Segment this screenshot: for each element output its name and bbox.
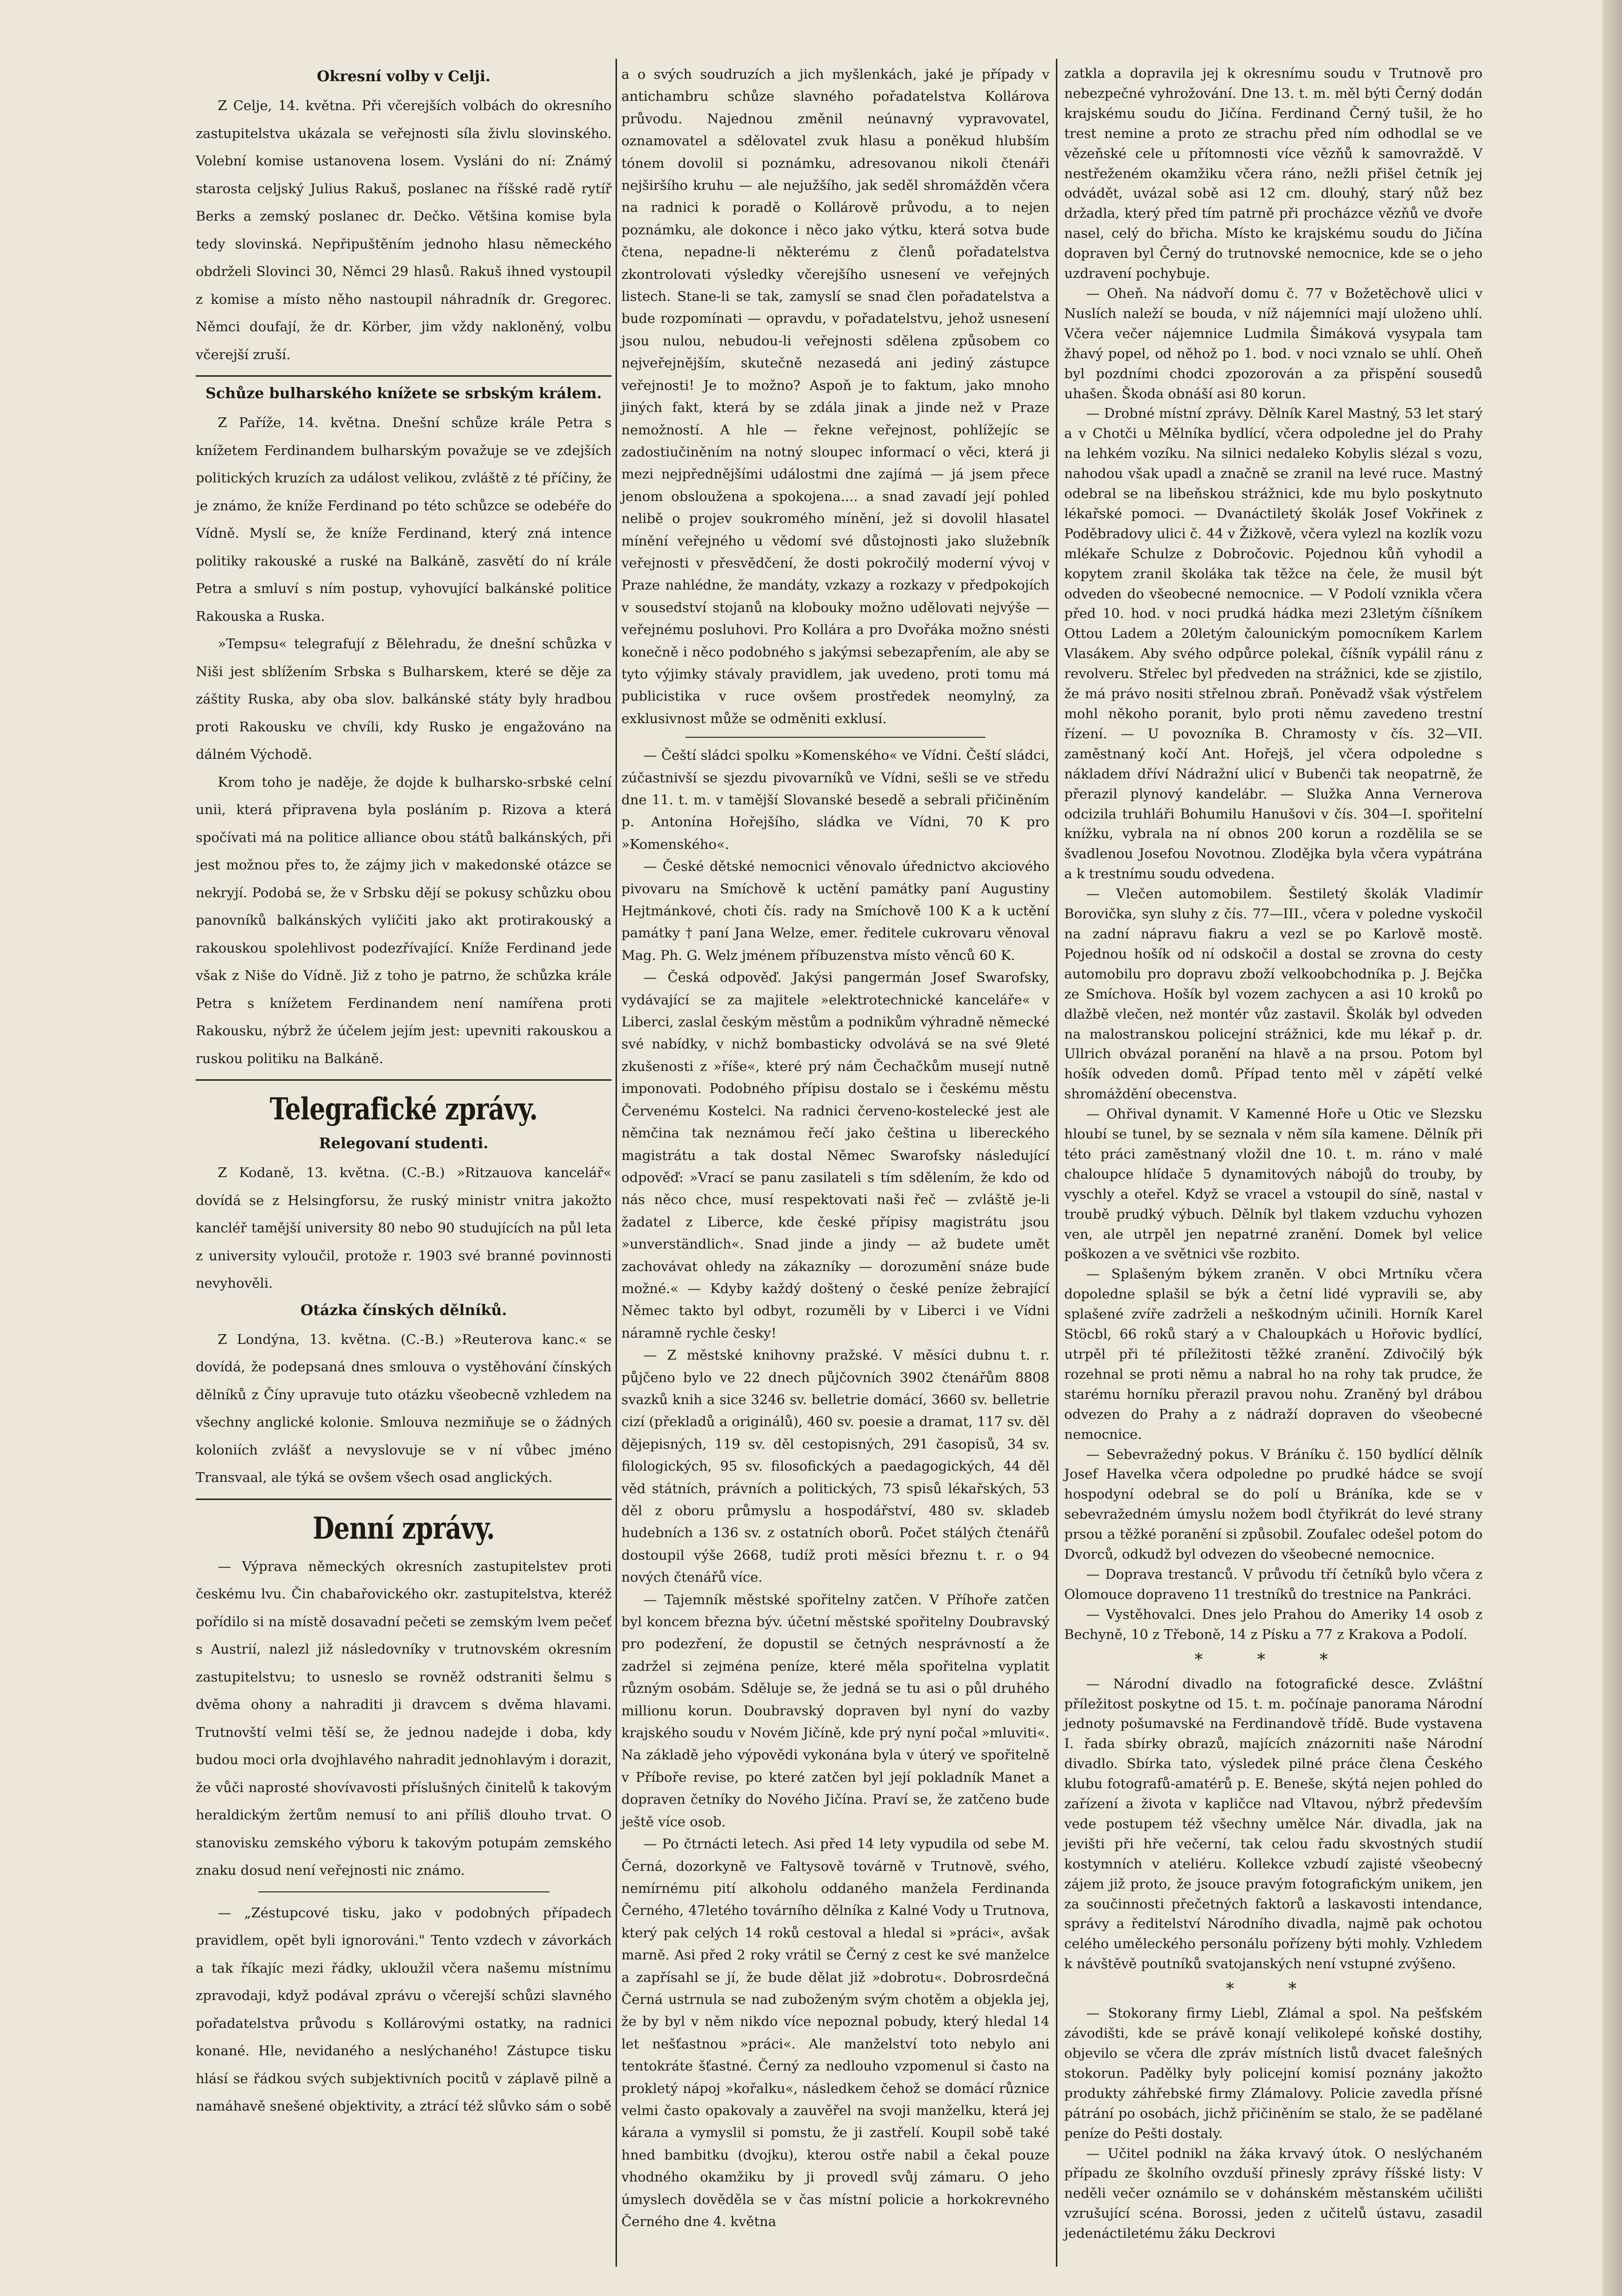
section-divider [685, 737, 985, 738]
column-rule [1056, 59, 1057, 2267]
article-paragraph: — České dětské nemocnici věnovalo úřednictvo akciového pivovaru na Smíchově k uctění památky paní Augustiny Hejtmánkové, choti čís. rady na Smíchově 100 K a k uctění památky † paní Jana Welze, emer. ředitele cukrovaru věnoval Mag. Ph. G. Welz jménem příbuzenstva místo věnců 60 K. [621, 859, 1050, 963]
article-headline: Okresní volby v Celji. [317, 68, 491, 85]
section-divider [258, 1891, 549, 1892]
article-paragraph: — Vlečen automobilem. Šestiletý školák Vladimír Borovička, syn sluhy z čís. 77—III., včera v poledne vyskočil na zadní nápravu fiakru a vezl se po Karlově mostě. Pojednou hošík od ní odskočil a dostal se zrovna do cesty automobilu pro dopravu zboží velkoobchodníka p. J. Bejčka ze Smíchova. Hošík byl vozem zachycen a asi 10 kroků po dlažbě vlečen, než montér vůz zastavil. Školák byl odveden na malostranskou policejní strážnici, kde mu lékař p. dr. Ullrich obvázal poranění na hlavě a na prsou. Potom byl hošík odveden domů. Případ tento měl v zápětí velké shromáždění obecenstva. [1064, 886, 1483, 1102]
section-heading: Denní zprávy. [313, 1510, 495, 1546]
article-paragraph: — Čeští sládci spolku »Komenského« ve Vídni. Čeští sládci, zúčastnivší se sjezdu pivovarníků ve Vídni, sešli se ve středu dne 11. t. m. v tamější Slovanské besedě a sebrali přičiněním p. Antonína Hořejšího, sládka ve Vídni, 70 K pro »Komenského«. [621, 748, 1050, 852]
article-paragraph: — Oheň. Na nádvoří domu č. 77 v Božetěchově ulici v Nuslích naleží se bouda, v níž nájemníci mají uloženo uhlí. Včera večer nájemnice Ludmila Šimáková vysypala tam žhavý popel, od něhož po 1. bod. v noci vznalo se uhlí. Oheň byl pozdními chodci zpozorován a za přispění sousedů uhašen. Škoda obnáší asi 80 korun. [1064, 285, 1483, 402]
article-paragraph: — Výprava německých okresních zastupitelstev proti českému lvu. Čin chabařovického okr. zastupitelstva, kteréž pořídilo si na místě dosavadní pečeti se zemským lvem pečeť s Austrií, nalezl již následovníky v trutnovském okresním zastupitelstvu; to usneslo se rovněž odstraniti šelmu s dvěma ohony a nahraditi ji dravcem s dvěma hlavami. Trutnovští velmi těší se, že jednou nadejde i doba, kdy budou moci orla dvojhlavého nahradit jednohlavým i dorazit, že vůči naprosté shovívavosti příslušných činitelů k takovým heraldickým žertům nemusí to ani příliš dlouho trvat. O stanovisku zemského výboru k takovým potupám zemského znaku dosud není veřejnosti nic známo. [196, 1558, 612, 1878]
article-paragraph: — „Zéstupcové tisku, jako v podobných případech pravidlem, opět byli ignorováni." Tento vzdech v závorkách a tak říkajíc mezi řádky, ukloužil včera našemu místnímu zpravodaji, když podával zprávu o včerejší schůzi slavného pořadatelstva průvodu s Kollárovými ostatky, na radnici konané. Hle, nevidaného a neslýchaného! Zástupce tisku hlásí se řádkou svých subjektivních pocitů v záplavě pilně a namáhavě snešené objektivity, a ztrácí též slůvko sám o sobě [196, 1905, 612, 2114]
page-edge-shadow [1602, 0, 1622, 2296]
article-paragraph: — Drobné místní zprávy. Dělník Karel Mastný, 53 let starý a v Chotči u Mělníka bydlící, včera odpoledne jel do Prahy na lehkém vozíku. Na silnici nedaleko Kobylis slézal s vozu, nahodou však upadl a značně se zranil na levé ruce. Mastný odebral se na libeňskou strážnici, kde mu bylo poskytnuto lékařské pomoci. — Dvanáctiletý školák Josef Vokřinek z Poděbradovy ulici č. 44 v Žižkově, včera vylezl na kozlík vozu mlékaře Schulze z Dobročovic. Pojednou kůň vyhodil a kopytem zranil školáka tak těžce na čele, že musil být odveden do všeobecné nemocnice. — V Podolí vznikla včera před 10. hod. v noci prudká hádka mezi 23letým číšníkem Ottou Ladem a 20letým čalounickým pomocníkem Karlem Vlasákem. Aby svého odpůrce polekal, číšník vypálil ránu z revolveru. Střelec byl předveden na strážnici, kde se zjistilo, že má právo nositi střelnou zbraň. Poněvadž však výstřelem mohl někoho poranit, bylo proti němu zavedeno trestní řízení. — U povozníka B. Chramosty v čís. 32—VII. zaměstnaný kočí Ant. Hořejš, jel včera odpoledne s nákladem dříví Nádražní ulicí v Bubenči tak neopatrně, že přerazil plynový kandelábr. — Služka Anna Vernerova odcizila truhláři Bohumilu Hanušovi v čís. 304—I. spořitelní knížku, vybrala na ní obnos 200 korun a rozdělila se se švadlenou Josefou Novotnou. Zlodějka byla včera vypátrána a k trestnímu soudu odvedena. [1064, 406, 1483, 882]
article-paragraph: — Česká odpověď. Jakýsi pangermán Josef Swarofsky, vydávající se za majitele »elektrotechnické kanceláře« v Liberci, zaslal českým městům a podnikům výhradně německé své nabídky, v nichž bombasticky odvolává se na své 9leté zkušenosti z »říše«, které prý nám Čechačkům musejí nutně imponovati. Podobného přípisu dostalo se i českému městu Červenému Kostelci. Na radnici červeno-kostelecké jest ale němčina tak neznámou řečí jako čeština u libereckého magistrátu a tak dostal Němec Swarofsky následující odpověď: »Vrací se panu zasilateli s tím sdělením, že kdo od nás něco chce, musí respektovati naši řeč — zvláště je-li žadatel z Liberce, kde české přípisy magistrátu jsou »unverständlich«. Snad jinde a jindy — až budete umět zachovávat ohledy na zákazníky — dorozumění snáze bude možné.« — Kdyby každý doštený o české peníze žebrající Němec takto byl odbyt, rozuměli by v Liberci i ve Vídni náramně rychle česky! [621, 970, 1050, 1341]
article-headline: Schůze bulharského knížete se srbským králem. [206, 385, 602, 402]
article-paragraph: zatkla a dopravila jej k okresnímu soudu v Trutnově pro nebezpečné vyhrožování. Dne 13. t. m. měl býti Černý dodán krajskému soudu do Jičína. Ferdinand Černý tušil, že ho trest nemine a proto ze strachu před ním odhodlal se ve vězeňské cele u přítomnosti více vězňů k samovraždě. V nestřeženém okamžiku včera ráno, nežli přišel četník jej odvádět, uvázal sobě asi 12 cm. dlouhý, starý nůž bez držadla, který před tím patrně při procházce vězňů ve dvoře nasel, celý do břicha. Místo ke krajskému soudu do Jičína dopraven byl Černý do trutnovské nemocnice, kde se o jeho uzdravení pochybuje. [1064, 66, 1483, 282]
article-paragraph: — Doprava trestanců. V průvodu tří četníků bylo včera z Olomouce dopraveno 11 trestníků do trestnice na Pankráci. [1064, 1566, 1483, 1602]
asterisk-separator: * * * [1194, 1649, 1352, 1669]
article-paragraph: — Stokorany firmy Liebl, Zlámal a spol. Na pešťském závodišti, kde se právě konají velikolepé koňské dostihy, objevilo se včera dle zpráv místních listů dvacet falešných stokorun. Padělky byly policejní komisí poznány jakožto produkty záhřebské firmy Zlámalovy. Policie zavedla přísné pátrání po osobách, jichž přičiněním se stalo, že se padělané peníze do Pešti dostaly. [1064, 2005, 1483, 2141]
article-paragraph: — Sebevražedný pokus. V Bráníku č. 150 bydlící dělník Josef Havelka včera odpoledne po prudké hádce se svojí hospodyní odebral se do polí u Bráníka, kde se v sebevražedném úmyslu nožem bodl čtyřikrát do levé strany prsou a těžké poranění si způsobil. Zoufalec odešel potom do Dvorců, odkudž byl odvezen do všeobecné nemocnice. [1064, 1446, 1483, 1563]
article-paragraph: a o svých soudruzích a jich myšlenkách, jaké je případy v antichambru schůze slavného pořadatelstva Kollárova průvodu. Najednou změnil neúnavný vypravovatel, oznamovatel a sdělovatel zvuk hlasu a poněkud hlubším tónem dovolil si poznámku, adresovanou nikoli čtenáři nejširšího kruhu — ale nejužšího, jak seděl shromážděn včera na radnici k poradě o Kollárově průvodu, a to nejen poznámku, ale dokonce i něco jako výtku, která sotva bude čtena, nepadne-li některému z členů pořadatelstva zkontrolovati výsledky včerejšího usnesení ve veřejných listech. Stane-li se tak, zamyslí se snad člen pořadatelstva a bude rozpomínati — opravdu, v pořadatelstvu, jehož usnesení jsou nulou, nebudou-li veřejnosti sdělena způsobem co nejveřejnějším, skutečně nezasedá ani jediný zástupce veřejnosti! Je to možno? Aspoň je to faktum, jako mnoho jiných fakt, která by se zdála jinak a jinde než v Praze nemožností. A hle — řekne veřejnost, pohlížejíc se zadostiučiněním na notný sloupec informací o věci, která ji mezi nejpřednějšími událostmi dne zajímá — já jsem přece jenom obsloužena a spokojena.... a snad zavadí její pohled nelibě o projev soukromého mínění, jež si dovolil hlasatel mínění veřejného u vědomí své důstojnosti jako služebník veřejnosti v přesvědčení, že dosti pokročilý moderní vývoj v Praze nahlédne, že mandáty, vzkazy a rozkazy v předpokojích v sousedství stojanů na klobouky možno udělovati nejvýše — veřejnému posluhovi. Pro Kollára a pro Dvořáka možno snésti konečně i něco podobného s jakýmsi sebezapřením, ale aby se tyto výjimky stávaly pravidlem, jak uvedeno, proti tomu má publicistika v ruce ovšem prostředek neomylný, za exklusivnost může se odměniti exklusí. [621, 67, 1050, 727]
column-2 [621, 64, 1050, 2233]
article-paragraph: — Národní divadlo na fotografické desce. Zvláštní příležitost poskytne od 15. t. m. počínaje panorama Národní jednoty pošumavské na Ferdinandově třídě. Bude vystavena I. řada sbírky obrazů, majících znázorniti naše Národní divadlo. Sbírka tato, výsledek pilné práce člena Českého klubu fotografů-amatérů p. E. Beneše, skýtá nejen pohled do zařízení a života v kapličce nad Vltavou, nýbrž především vede postupem též všechny umělce Nár. divadla, jak na jevišti při hře večerní, tak celou řadu skvostných studií kostymních v ateliéru. Kollekce vzbudí zajisté všeobecný zájem již proto, že jsouce pravým fotografickým unikem, jen za součinnosti přečetných faktorů a laskavosti intendance, správy a ředitelství Národního divadla, najmě pak ochotou celého uměleckého personálu pořízeny býti mohly. Vzhledem k návštěvě poutníků svatojanských není vstupné zvýšeno. [1064, 1676, 1483, 1972]
asterisk-separator: * * [1226, 1979, 1321, 1999]
article-paragraph: — Z městské knihovny pražské. V měsíci dubnu t. r. půjčeno bylo ve 22 dnech půjčovních 3902 čtenářům 8808 svazků knih a sice 3246 sv. belletrie domácí, 3660 sv. belletrie cizí (překladů a originálů), 460 sv. poesie a dramat, 117 sv. děl dějepisných, 119 sv. děl cestopisných, 291 časopisů, 34 sv. filologických, 95 sv. filosofických a paedagogických, 44 děl věd státních, právních a politických, 73 spisů lékařských, 53 děl z oboru průmyslu a hospodářství, 480 sv. skladeb hudebních a 136 sv. z ostatních oborů. Počet stálých čtenářů dostoupil výše 2668, tudíž proti měsíci březnu t. r. o 94 nových čtenářů více. [621, 1347, 1050, 1586]
article-paragraph: »Tempsu« telegrafují z Bělehradu, že dnešní schůzka v Niši jest sblížením Srbska s Bulharskem, které se děje za záštity Ruska, aby oba slov. balkánské státy byly hradbou proti Rakousku ve chvíli, kdy Rusko je engažováno na dálném Východě. [196, 636, 612, 762]
article-paragraph: Z Celje, 14. května. Při včerejších volbách do okresního zastupitelstva ukázala se veřejnosti síla živlu slovinského. Volební komise ustanovena losem. Vysláni do ní: Známý starosta celjský Julius Rakuš, poslanec na říšské radě rytíř Berks a zemský poslanec dr. Dečko. Většina komise byla tedy slovinská. Nepřipuštěním jednoho hlasu německého obdrželi Slovinci 30, Němci 29 hlasů. Rakuš ihned vystoupil z komise a místo něho nastoupil náhradník dr. Gregorec. Němci doufají, že dr. Körber, jim vždy nakloněný, volbu včerejší zruší. [196, 98, 612, 363]
article-paragraph: Z Paříže, 14. května. Dnešní schůze krále Petra s knížetem Ferdinandem bulharským považuje se ve zdejších politických kruzích za událost velikou, zvláště z té příčiny, že je známo, že kníže Ferdinand po této schůzce se odebéře do Vídně. Myslí se, že kníže Ferdinand, který zná intence politiky rakouské a ruské na Balkáně, zasvětí do ní krále Petra a smluví s ním postup, vyhovující balkánské politice Rakouska a Ruska. [196, 415, 612, 624]
article-headline: Otázka čínských dělníků. [300, 1301, 507, 1319]
column-rule [616, 59, 617, 2267]
article-paragraph: Z Londýna, 13. května. (C.-B.) »Reuterova kanc.« se dovídá, že podepsaná dnes smlouva o vystěhování čínských dělníků z Číny upravuje tuto otázku všeobecně vzhledem na všechny anglické kolonie. Smlouva nezmiňuje se o žádných koloniích zvlášť a nevyslovuje se v ní vůbec jméno Transvaal, ale týká se ovšem všech osad anglických. [196, 1331, 612, 1485]
section-divider [196, 1499, 612, 1500]
article-headline: Relegovaní studenti. [319, 1135, 489, 1152]
article-paragraph: — Splašeným býkem zraněn. V obci Mrtníku včera dopoledne splašil se býk a četní lidé vypravili se, aby splašené zvíře zadrželi a neškodným učinili. Horník Karel Stöcbl, 66 roků starý a v Chaloupkách u Hořovic bydlící, utrpěl při té příležitosti těžké zranění. Zdivočilý býk rozehnal se proti němu a nabral ho na rohy tak prudce, že starému horníku přerazil pravou nohu. Zraněný byl drábou odvezen do Prahy a z nádraží dopraven do všeobecné nemocnice. [1064, 1266, 1483, 1442]
article-paragraph: Krom toho je naděje, že dojde k bulharsko-srbské celní unii, která připravena byla posláním p. Rizova a která spočívati má na politice alliance obou států balkánských, při jest možnou přes to, že zájmy jich v makedonské otázce se nekryjí. Podobá se, že v Srbsku dějí se pokusy schůzku obou panovníků balkánských vyličiti jako akt protirakouský a rakouskou spolehlivost podezřívající. Kníže Ferdinand jede však z Niše do Vídně. Již z toho je patrno, že schůzka krále Petra s knížetem Ferdinandem není namířena proti Rakousku, nýbrž že účelem jejím jest: upevniti rakouskou a ruskou politiku na Balkáně. [196, 774, 612, 1067]
section-divider [196, 375, 612, 377]
column-1 [196, 64, 612, 2120]
article-paragraph: — Po čtrnácti letech. Asi před 14 lety vypudila od sebe M. Černá, dozorkyně ve Faltysově továrně v Trutnově, svého, nemírnému pití alkoholu oddaného manžela Ferdinanda Černého, 47letého továrního dělníka z Kalné Vody u Trutnova, který pak celých 14 roků cestoval a hledal si »práci«, avšak marně. Asi před 2 roky vrátil se Černý z cest ke své manželce a zapřísahl se jí, že bude dělat již »dobrotu«. Dobrosrdečná Černá ustrnula se nad zuboženým svým chotěm a objekla jej, že by byl v něm nikdo více nepoznal pobudy, který hledal 14 let nešťastnou »práci«. Ale manželství toto nebylo ani tentokráte šťastné. Černý za nedlouho vzpomenul si často na prokletý nápoj »kořalku«, následkem čehož se domácí různice velmi často opakovaly a zauvěřel na svoji manželku, která jej káraла a vymyslil si pomstu, že ji zastřelí. Koupil sobě také hned bambitku (dvojku), kterou ostře nabil a čekal pouze vhodného okamžiku by ji provedl svůj zámaru. O jeho úmyslech dověděla se v čas místní policie a horkokrevného Černého dne 4. května [621, 1836, 1050, 2229]
article-paragraph: — Učitel podnikl na žáka krvavý útok. O neslýchaném případu ze školního ovzduší přinesly zprávy říšské listy: V neděli večer oznámilo se v dohánském městanském učilišti vzrušující scéna. Borossi, jeden z učitelů ústavu, zasadil jedenáctiletému žáku Deckrovi [1064, 2145, 1483, 2242]
article-paragraph: — Tajemník městské spořitelny zatčen. V Příhoře zatčen byl koncem března býv. účetní městské spořitelny Doubravský pro podezření, že dopustil se četných nesprávností a že zadržel si zejména peníze, které měla spořitelna vyplatit různým osobám. Sděluje se, že jedná se tu asi o půl druhého millionu korun. Doubravský dopraven byl nyní do vazby krajského soudu v Novém Jičíně, kde prý nyní počal »mluviti«. Na základě jeho výpovědi vykonána byla v úterý ve spořitelně v Příboře revise, po které zatčen byl její pokladník Manet a dopraven četníky do Nového Jičína. Praví se, že zatčeno bude ještě více osob. [621, 1591, 1050, 1830]
section-heading: Telegrafické zprávy. [270, 1091, 538, 1127]
section-divider [196, 1079, 612, 1081]
article-paragraph: — Vystěhovalci. Dnes jelo Prahou do Ameriky 14 osob z Bechyně, 10 z Třeboně, 14 z Písku a 77 z Krakova a Podolí. [1064, 1606, 1483, 1642]
article-paragraph: — Ohřival dynamit. V Kamenné Hoře u Otic ve Slezsku hloubí se tunel, by se seznala v něm síla kamene. Dělník při této práci zaměstnaný vložil dne 10. t. m. ráno v malé chaloupce hlídače 5 dynamitových nábojů do trouby, by vyschly a oteřel. Když se vracel a vstoupil do síně, nastal v troubě prudký výbuch. Dělník byl tlakem vzduchu vyhozen ven, ale utrpěl jen nepatrné zranění. Domek byl velice poškozen a ve světnici vše rozbito. [1064, 1106, 1483, 1262]
column-3 [1064, 64, 1483, 2244]
article-paragraph: Z Kodaně, 13. května. (C.-B.) »Ritzauova kancelář« dovídá se z Helsingforsu, že ruský ministr vnitra jakožto kancléř tamější university 80 nebo 90 studujících na půl leta z university vyloučil, protože r. 1903 své branné povinnosti nevyhověli. [196, 1165, 612, 1291]
